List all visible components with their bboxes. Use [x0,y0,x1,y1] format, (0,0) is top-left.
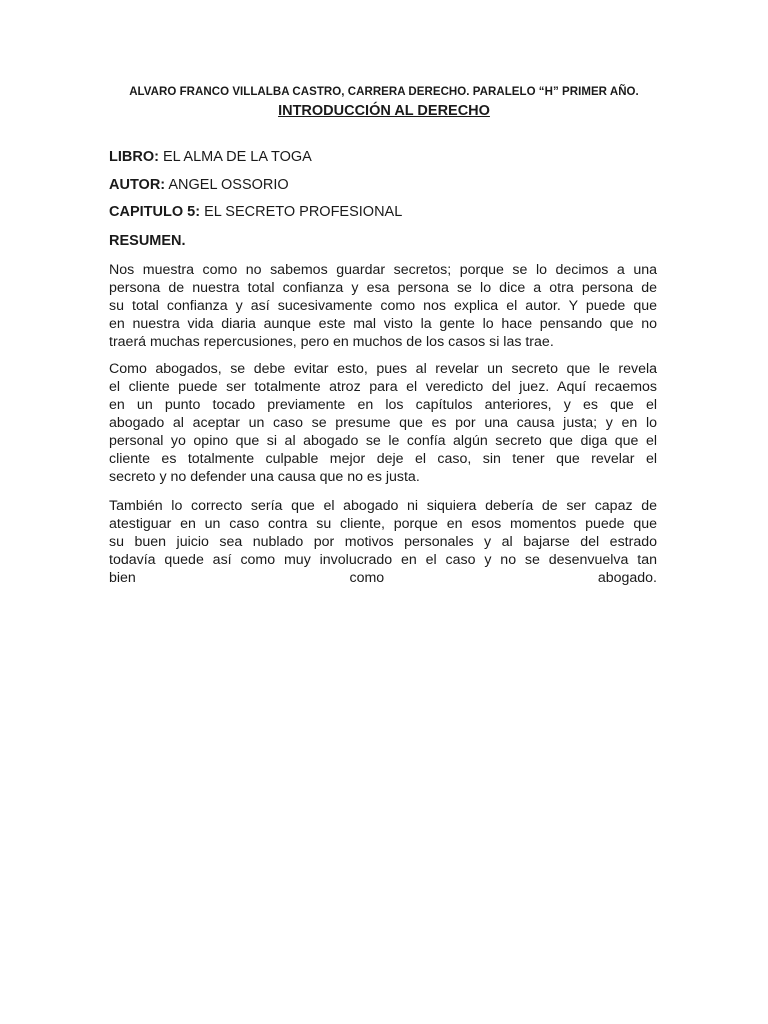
chapter-value: EL SECRETO PROFESIONAL [204,204,403,220]
paragraph-line: También lo correcto sería que el abogado ni siquiera debería de ser capaz de [109,498,657,514]
paragraph-line: el cliente puede ser totalmente atroz para el veredicto del juez. Aquí recaemos [109,379,657,395]
author-value: ANGEL OSSORIO [168,177,289,193]
paragraph-line: Nos muestra como no sabemos guardar secretos; porque se lo decimos a una [109,262,657,278]
paragraph-line: persona de nuestra total confianza y esa persona se lo dice a otra persona de [109,280,657,296]
paragraph-line: secreto y no defender una causa que no es justa. [109,469,420,485]
book-value: EL ALMA DE LA TOGA [162,149,312,165]
author-field [109,177,289,193]
paragraph-line: su buen juicio sea nublado por motivos personales y al bajarse del estrado [109,534,657,550]
paragraph-line: en nuestra vida diaria aunque este mal visto la gente lo hace pensando que no [109,316,657,332]
student-name: ALVARO FRANCO VILLALBA CASTRO, [129,86,345,98]
summary-paragraph-3 [109,497,657,587]
paragraph-line: todavía quede así como muy involucrado en el caso y no se desenvuelva tan [109,552,657,568]
book-label: LIBRO: [109,149,159,165]
paragraph-line: traerá muchas repercusiones, pero en muchos de los casos si las trae. [109,334,554,350]
chapter-label: CAPITULO 5: [109,204,201,220]
paragraph-line: personal yo opino que si al abogado se le confía algún secreto que diga que el [109,433,657,449]
course-details: CARRERA DERECHO. PARALELO “H” PRIMER AÑO. [347,86,639,98]
paragraph-line: cliente es totalmente culpable mejor deje el caso, sin tener que revelar el [109,451,657,467]
summary-paragraph-2 [109,360,657,486]
paragraph-line: atestiguar en un caso contra su cliente, porque en esos momentos puede que [109,516,657,532]
summary-paragraph-1 [109,261,657,351]
book-field [109,149,312,165]
document-title: INTRODUCCIÓN AL DERECHO [278,103,490,119]
paragraph-line: su total confianza y así sucesivamente como nos explica el autor. Y puede que [109,298,657,314]
summary-heading: RESUMEN. [109,233,186,249]
paragraph-line: bien como abogado. [109,570,657,586]
chapter-field [109,204,402,220]
paragraph-line: abogado al aceptar un caso se presume que es por una causa justa; y en lo [109,415,657,431]
student-header [0,86,768,98]
paragraph-line: Como abogados, se debe evitar esto, pues al revelar un secreto que le revela [109,361,657,377]
author-label: AUTOR: [109,177,166,193]
paragraph-line: en un punto tocado previamente en los capítulos anteriores, y es que el [109,397,657,413]
